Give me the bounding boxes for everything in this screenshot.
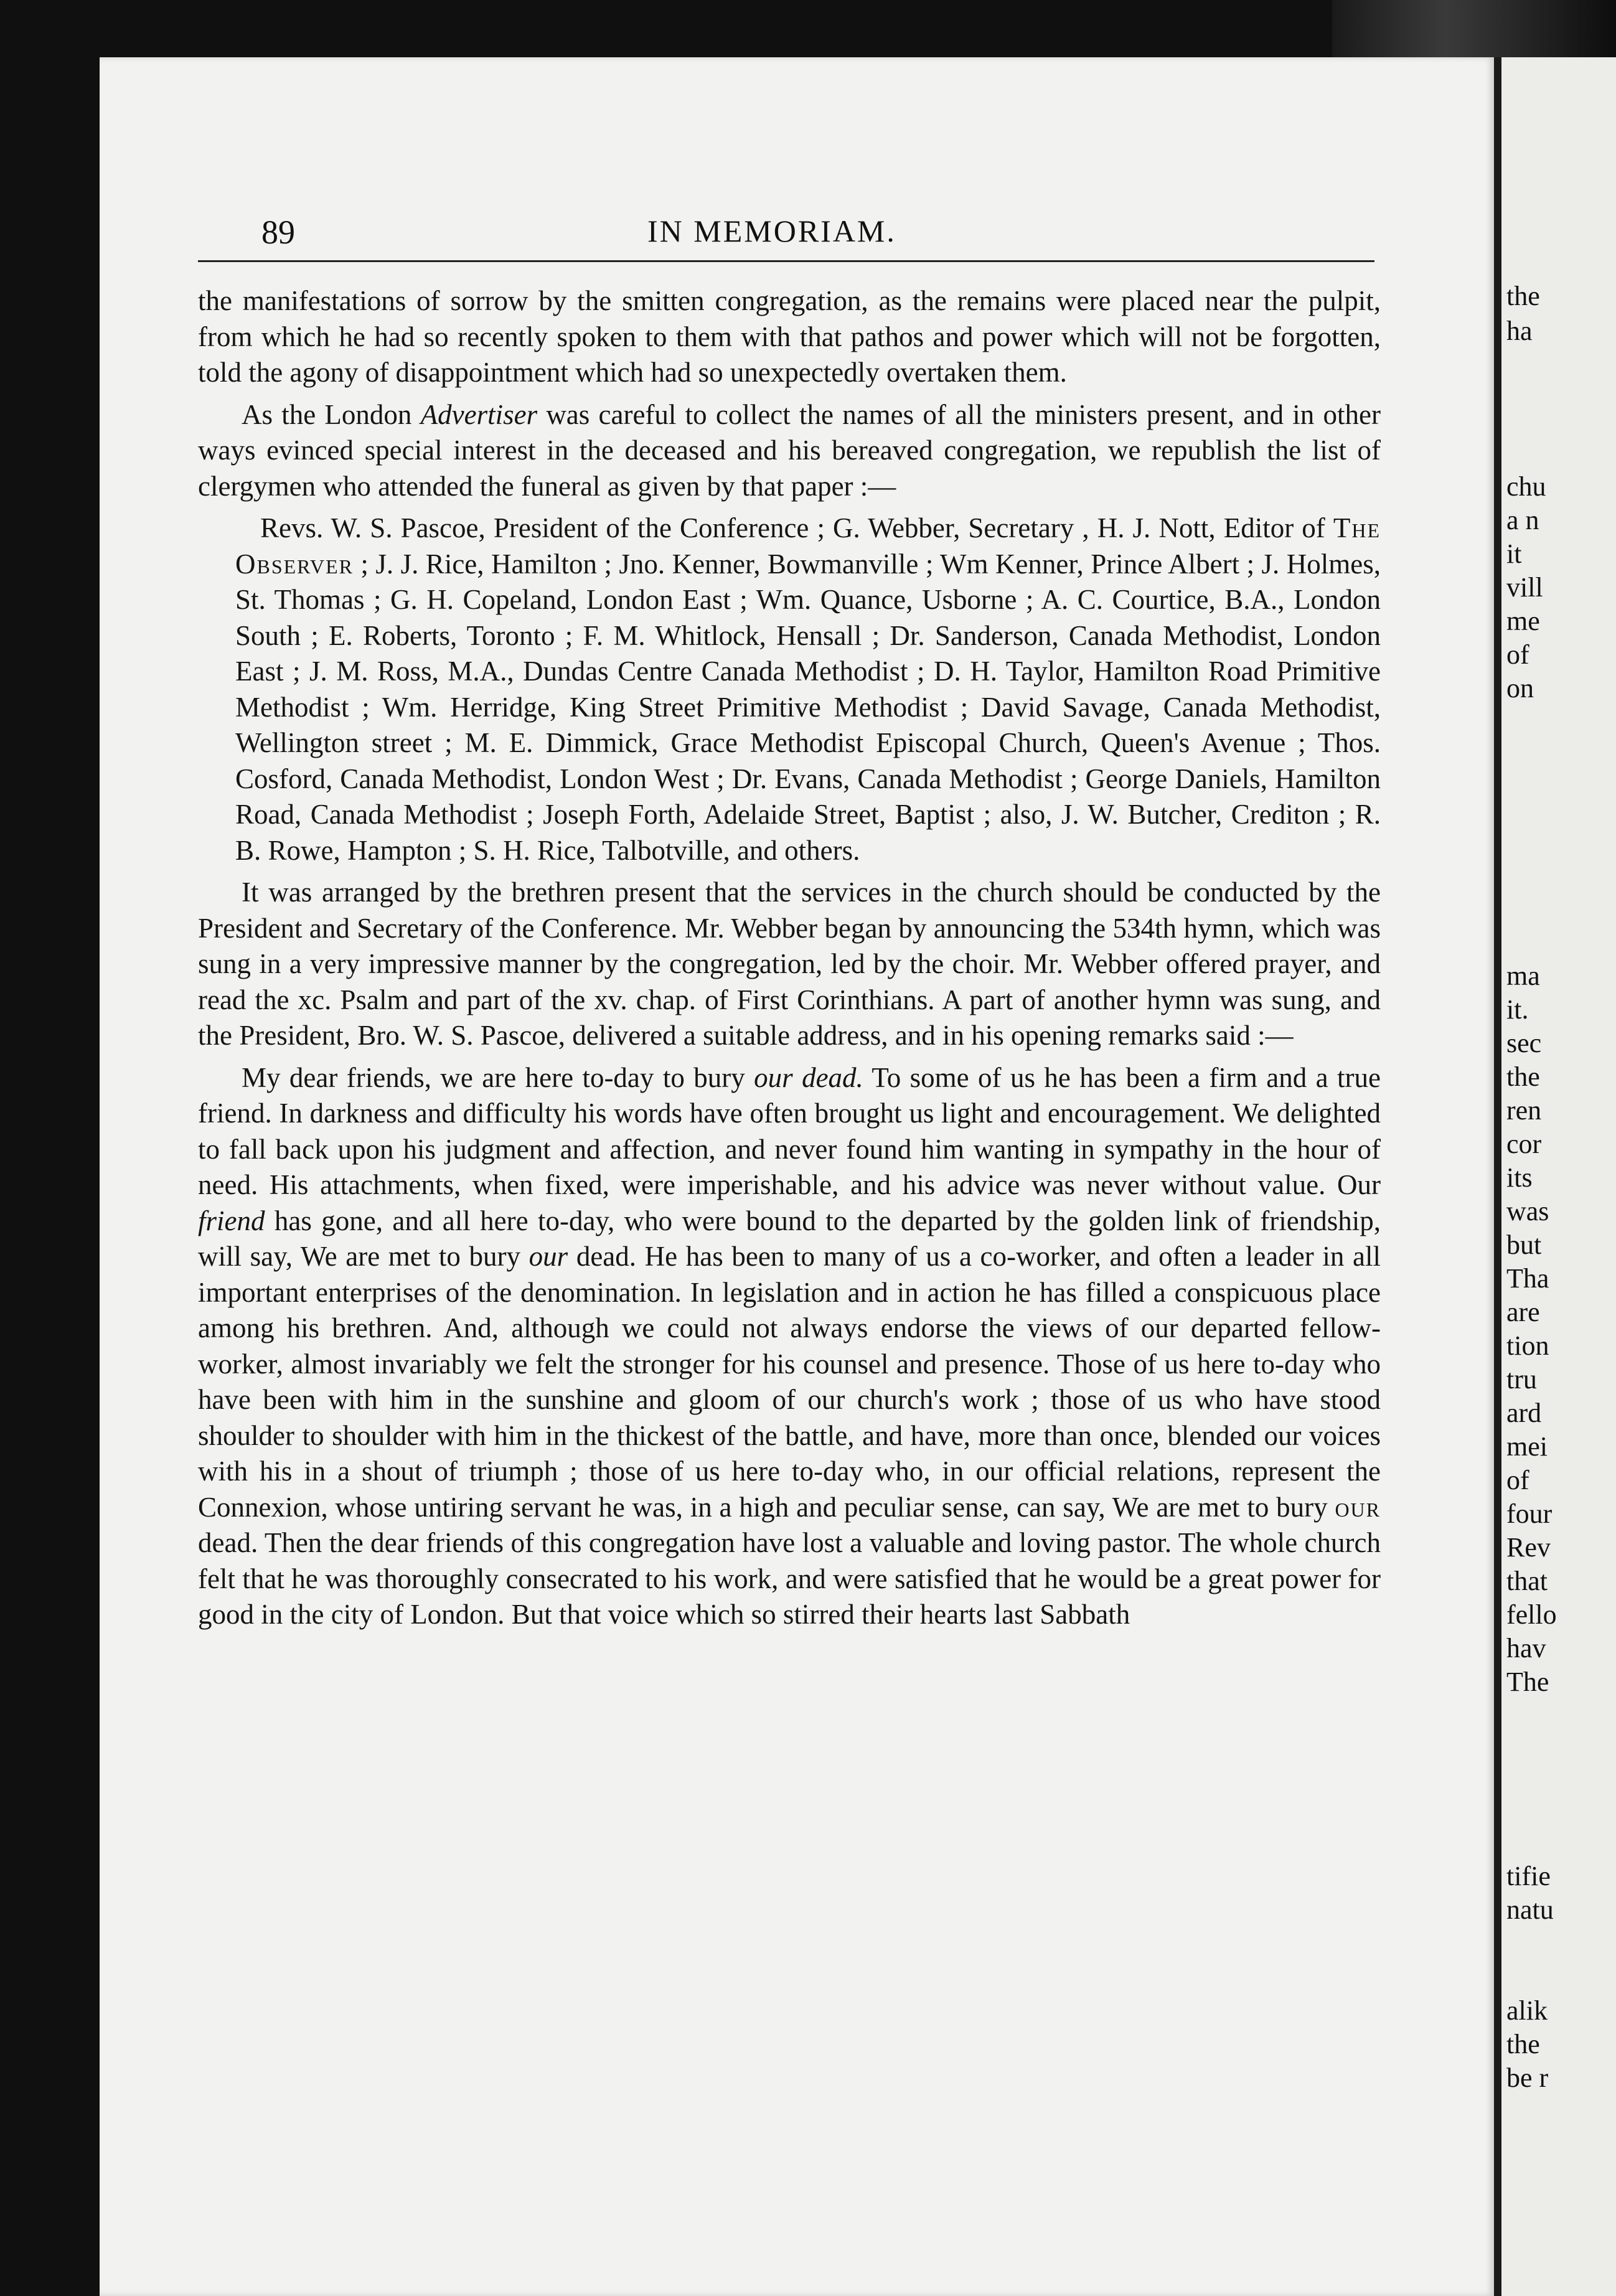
body-text bbox=[198, 283, 1381, 1639]
text-run: the manifestations of sorrow by the smitten congregation, as the remains were placed near the pulpit, from which he had so recently spoken to them with that pathos and power which will not be forgotten, told the agony of disappointment which had so unexpectedly overtaken them. bbox=[198, 285, 1381, 388]
facing-fragment: me bbox=[1506, 606, 1540, 636]
header-rule bbox=[198, 260, 1374, 262]
facing-fragment: alik bbox=[1506, 1995, 1548, 2026]
facing-fragment: was bbox=[1506, 1196, 1549, 1226]
paragraph bbox=[198, 397, 1381, 505]
facing-fragment: the bbox=[1506, 1061, 1540, 1092]
facing-fragment: of bbox=[1506, 639, 1529, 670]
italic-run: our bbox=[528, 1241, 568, 1272]
facing-fragment: four bbox=[1506, 1499, 1553, 1529]
italic-run: friend bbox=[198, 1205, 265, 1236]
facing-fragment: Rev bbox=[1506, 1532, 1551, 1563]
text-run: was careful to collect the names of all the ministers present, and in other ways evinced special interest in the deceased and his bereaved congregation, we republish the list of clergymen who attended the funeral as given by that paper :— bbox=[198, 398, 1381, 502]
facing-fragment: vill bbox=[1506, 572, 1543, 603]
facing-fragment: chu bbox=[1506, 471, 1546, 502]
text-run: My dear friends, we are here to-day to bury bbox=[242, 1061, 754, 1093]
facing-fragment: of bbox=[1506, 1465, 1529, 1495]
facing-fragment: tifie bbox=[1506, 1861, 1551, 1891]
text-run: It was arranged by the brethren present that the services in the church should be conducted by the President and Secretary of the Conference. Mr. Webber began by announcing the 534th hymn, which was sung in a very impressive manner by the congregation, led by the choir. Mr. Webber offered prayer, and read the xc. Psalm and part of the xv. chap. of First Corinthians. A part of another hymn was sung, and the President, Bro. W. S. Pascoe, delivered a suitable address, and in his opening remarks said :— bbox=[198, 877, 1381, 1051]
text-run: To some of us he has been a firm and a true friend. In darkness and difficulty his words have often brought us light and encouragement. We delighted to fall back upon his judgment and affection, and never found him wanting in sympathy in the hour of need. His attachments, when fixed, were imperishable, and his advice was never without value. Our bbox=[198, 1061, 1381, 1200]
facing-fragment: cor bbox=[1506, 1129, 1542, 1159]
facing-fragment: it. bbox=[1506, 994, 1529, 1025]
italic-run: Advertiser bbox=[420, 398, 538, 430]
text-run: dead. Then the dear friends of this congregation have lost a valuable and loving pastor. The whole church felt that he was thoroughly consecrated to his work, and were satisfied that he would be a great power for good in the city of London. But that voice which so stirred their hearts last Sabbath bbox=[198, 1527, 1381, 1630]
facing-fragment: be r bbox=[1506, 2063, 1549, 2093]
text-run: ; J. J. Rice, Hamilton ; Jno. Kenner, Bowmanville ; Wm Kenner, Prince Albert ; J. Holmes, St. Thomas ; G. H. Copeland, London East ; Wm. Quance, Usborne ; A. C. Courtice, B.A., London South ; E. Roberts, Toronto ; F. M. Whitlock, Hensall ; Dr. Sanderson, Canada Methodist, London East ; J. M. Ross, M.A., Dundas Centre Canada Methodist ; D. H. Taylor, Hamilton Road Primitive Methodist ; Wm. Herridge, King Street Primitive Methodist ; David Savage, Canada Methodist, Wellington street ; M. E. Dimmick, Grace Methodist Episcopal Church, Queen's Avenue ; Thos. Cosford, Canada Methodist, London West ; Dr. Evans, Canada Methodist ; George Daniels, Hamilton Road, Canada Methodist ; Joseph Forth, Adelaide Street, Baptist ; also, J. W. Butcher, Crediton ; R. B. Rowe, Hampton ; S. H. Rice, Talbotville, and others. bbox=[235, 548, 1381, 866]
facing-fragment: sec bbox=[1506, 1028, 1542, 1058]
facing-fragment: The bbox=[1506, 1667, 1549, 1697]
text-run: Revs. W. S. Pascoe, President of the Conference ; G. Webber, Secretary , H. J. Nott, Editor of bbox=[260, 512, 1333, 543]
smallcaps-run: The Observer bbox=[235, 512, 1381, 580]
facing-fragment: the bbox=[1506, 281, 1540, 311]
paragraph bbox=[198, 1060, 1381, 1633]
facing-fragment: ha bbox=[1506, 316, 1533, 346]
facing-fragment: are bbox=[1506, 1297, 1540, 1327]
facing-fragment: Tha bbox=[1506, 1263, 1549, 1294]
facing-fragment: its bbox=[1506, 1162, 1533, 1193]
facing-page-edge bbox=[1501, 57, 1616, 2296]
page-number: 89 bbox=[261, 214, 295, 251]
facing-fragment: the bbox=[1506, 2029, 1540, 2059]
smallcaps-run: our bbox=[1335, 1491, 1381, 1523]
facing-fragment: natu bbox=[1506, 1894, 1554, 1925]
facing-fragment: on bbox=[1506, 673, 1534, 703]
paragraph bbox=[198, 283, 1381, 391]
text-run: dead. He has been to many of us a co-worker, and often a leader in all important enterprises of the denomination. In legislation and in action he has filled a conspicuous place among his brethren. And, although we could not always endorse the views of our departed fellow-worker, almost invariably we felt the stronger for his counsel and presence. Those of us here to-day who have been with him in the sunshine and gloom of our church's work ; those of us who have stood shoulder to shoulder with him in the thickest of the battle, and have, more than once, blended our voices with his in a shout of triumph ; those of us here to-day who, in our official relations, represent the Connexion, whose untiring servant he was, in a high and peculiar sense, can say, We are met to bury bbox=[198, 1241, 1381, 1523]
facing-fragment: that bbox=[1506, 1566, 1548, 1596]
facing-fragment: ma bbox=[1506, 961, 1540, 991]
italic-run: our dead. bbox=[754, 1061, 863, 1093]
text-run: As the London bbox=[242, 398, 421, 430]
facing-fragment: but bbox=[1506, 1230, 1542, 1260]
facing-fragment: ren bbox=[1506, 1095, 1542, 1126]
facing-fragment: fello bbox=[1506, 1599, 1557, 1630]
facing-fragment: ard bbox=[1506, 1398, 1542, 1428]
facing-fragment: tru bbox=[1506, 1364, 1537, 1395]
facing-fragment: a n bbox=[1506, 505, 1539, 535]
paragraph bbox=[198, 875, 1381, 1054]
facing-fragment: it bbox=[1506, 539, 1522, 569]
minister-list bbox=[198, 510, 1381, 868]
scan-edge-top bbox=[1332, 0, 1616, 57]
running-title: IN MEMORIAM. bbox=[647, 214, 896, 248]
facing-fragment: tion bbox=[1506, 1330, 1549, 1361]
facing-fragment: hav bbox=[1506, 1633, 1546, 1663]
facing-fragment: mei bbox=[1506, 1431, 1548, 1462]
text-run: has gone, and all here to-day, who were bound to the departed by the golden link of friendship, will say, We are met to bury bbox=[198, 1205, 1381, 1272]
